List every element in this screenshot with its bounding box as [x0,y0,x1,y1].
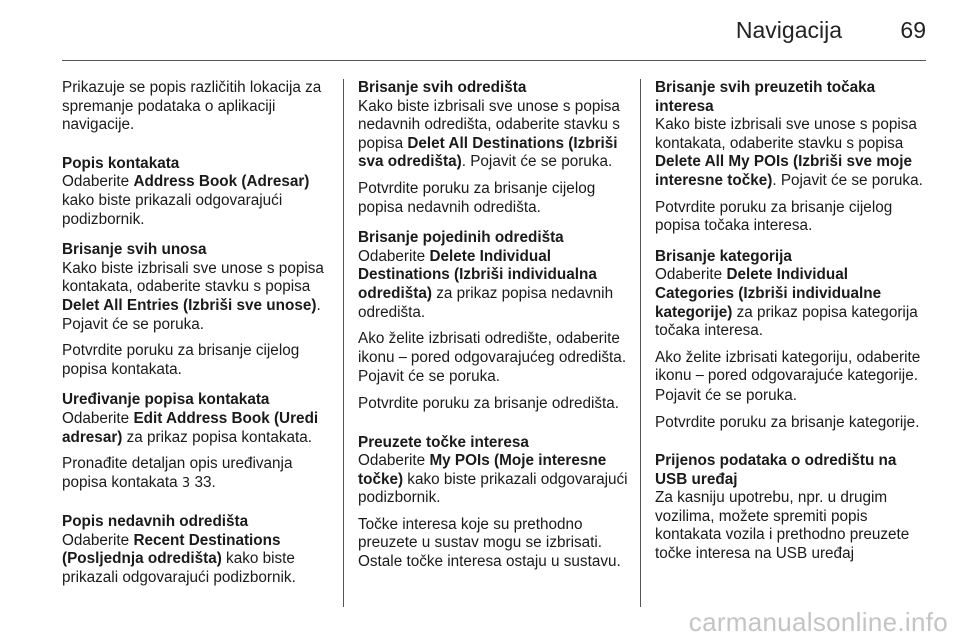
page-title: Navigacija [735,17,842,43]
section-text: Odaberite Recent Destinations (Posljednja odredišta) kako biste prikazali odgovarajući podizbornik. [62,531,296,587]
section-heading: Brisanje kategorija [655,247,792,265]
section-text: Točke interesa koje su prethodno preuzete u sustav mogu se izbrisati. Ostale točke interesa ostaju u sustavu. [358,515,621,571]
section-recent-destinations [62,513,334,587]
column-1 [62,79,334,600]
section-text: Kako biste izbrisali sve unose s popisa nedavnih odredišta, odaberite stavku s popisa Delet All Destinations (Izbriši sva odredišta). Pojavit će se poruka. [358,97,620,171]
section-text: Potvrdite poruku za brisanje cijelog popisa točaka interesa. [655,198,893,235]
column-2 [358,79,634,584]
section-text: Potvrdite poruku za brisanje odredišta. [358,394,620,412]
section-text: Odaberite Delete Individual Destinations (Izbriši individualna odredišta) za prikaz popisa nedavnih odredišta. [358,247,614,321]
section-text: Potvrdite poruku za brisanje cijelog popisa kontakata. [62,342,300,378]
watermark: carmanualsonline.info [688,607,948,637]
section-heading: Preuzete točke interesa [358,433,529,451]
section-text: Odaberite Edit Address Book (Uredi adresar) za prikaz popisa kontakata. [62,409,319,446]
minus-icon: ─ [398,350,407,366]
section-text: Ako želite izbrisati odredište, odaberite ikonu ─ pored odgovarajućeg odredišta. Pojavit će se poruka. [358,330,627,386]
section-delete-all-pois [655,79,931,236]
section-text: Za kasniju upotrebu, npr. u drugim vozilima, možete spremiti popis kontakata vozila i prethodno preuzete točke interesa na USB uređaj [655,489,910,563]
intro-paragraph: Prikazuje se popis različitih lokacija za spremanje podataka o aplikaciji navigacije. [62,79,322,134]
section-heading: Popis nedavnih odredišta [62,513,249,531]
section-heading: Brisanje pojedinih odredišta [358,229,564,247]
page-reference-icon: 3 [181,475,191,491]
section-downloaded-pois [358,434,634,572]
section-text: Pronađite detaljan opis uređivanja popisa kontakata 3 33. [62,455,293,491]
minus-icon: ─ [695,369,704,385]
page-number: 69 [900,17,926,43]
section-text: Odaberite Address Book (Adresar) kako biste prikazali odgovarajući podizbornik. [62,173,310,228]
section-contact-list [62,155,334,229]
section-text: Kako biste izbrisali sve unose s popisa kontakata, odaberite stavku s popisa Delet All Entries (Izbriši sve unose). Pojavit će se poruka. [62,259,324,333]
section-usb-transfer [655,452,931,564]
section-delete-all-entries [62,241,334,379]
column-divider-2 [640,79,641,607]
section-text: Odaberite Delete Individual Categories (Izbriši individualne kategorije) za prikaz popisa kategorija točaka interesa. [655,266,918,340]
section-heading: Prijenos podataka o odredištu na USB uređaj [655,452,897,488]
section-heading: Popis kontakata [62,154,180,172]
column-3 [655,79,931,576]
section-text: Kako biste izbrisali sve unose s popisa kontakata, odaberite stavku s popisa Delete All My POIs (Izbriši sve moje interesne točke). Pojavit će se poruka. [655,116,923,189]
section-edit-contacts [62,391,334,493]
header-rule [62,60,926,61]
section-text: Potvrdite poruku za brisanje cijelog popisa nedavnih odredišta. [358,179,596,216]
section-text: Ako želite izbrisati kategoriju, odaberite ikonu ─ pored odgovarajuće kategorije. Pojavit će se poruka. [655,348,921,404]
column-divider-1 [343,79,344,607]
section-delete-all-destinations [358,79,634,217]
section-heading: Brisanje svih unosa [62,241,207,259]
section-text: Odaberite My POIs (Moje interesne točke) kako biste prikazali odgovarajući podizbornik. [358,452,628,507]
section-heading: Brisanje svih preuzetih točaka interesa [655,79,876,115]
section-heading: Uređivanje popisa kontakata [62,391,270,409]
section-text: Potvrdite poruku za brisanje kategorije. [655,413,920,431]
page-header [0,0,960,62]
section-delete-individual-destinations [358,229,634,413]
section-delete-categories [655,248,931,432]
section-heading: Brisanje svih odredišta [358,79,527,96]
